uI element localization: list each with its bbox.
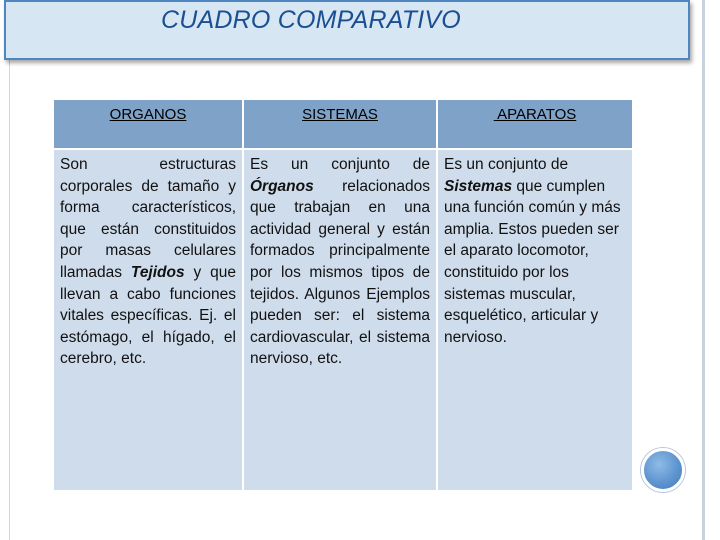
cell-sistemas-emphasis: Órganos — [250, 177, 314, 195]
cell-organos — [54, 148, 244, 490]
cell-aparatos-text-2: que cumplen una función común y más amplia. Estos pueden ser el aparato locomotor, constituido por los sistemas muscular, esquelético, articular y nervioso. — [444, 177, 621, 346]
cell-sistemas — [244, 148, 438, 490]
header-sistemas: SISTEMAS — [244, 100, 438, 148]
cell-aparatos-emphasis: Sistemas — [444, 177, 513, 195]
header-organos: ORGANOS — [54, 100, 244, 148]
table-row — [54, 148, 632, 490]
header-aparatos: APARATOS — [438, 100, 632, 148]
cell-aparatos — [438, 148, 632, 490]
comparison-table — [54, 100, 632, 490]
slide-title: CUADRO COMPARATIVO — [161, 6, 461, 34]
cell-organos-text-1: Son estructuras corporales de tamaño y forma característicos, que están constituidos por masas celulares llamadas — [60, 156, 236, 281]
cell-aparatos-text-1: Es un conjunto de — [444, 156, 569, 173]
cell-organos-emphasis: Tejidos — [130, 263, 185, 281]
frame-line-right — [702, 0, 705, 540]
cell-sistemas-text-2: relacionados que trabajan en una actividad general y están formados principalmente por los mismos tipos de tejidos. Algunos Ejemplos pueden ser: el sistema cardiovascular, el sistema nervioso, etc. — [250, 177, 430, 368]
cell-sistemas-text-1: Es un conjunto de — [250, 156, 430, 173]
title-banner — [4, 0, 690, 60]
decorative-circle — [641, 448, 685, 492]
frame-line-left — [9, 0, 10, 540]
cell-organos-text-2: y que llevan a cabo funciones vitales específicas. Ej. el estómago, el hígado, el cerebro, etc. — [60, 263, 236, 368]
table-header-row — [54, 100, 632, 148]
